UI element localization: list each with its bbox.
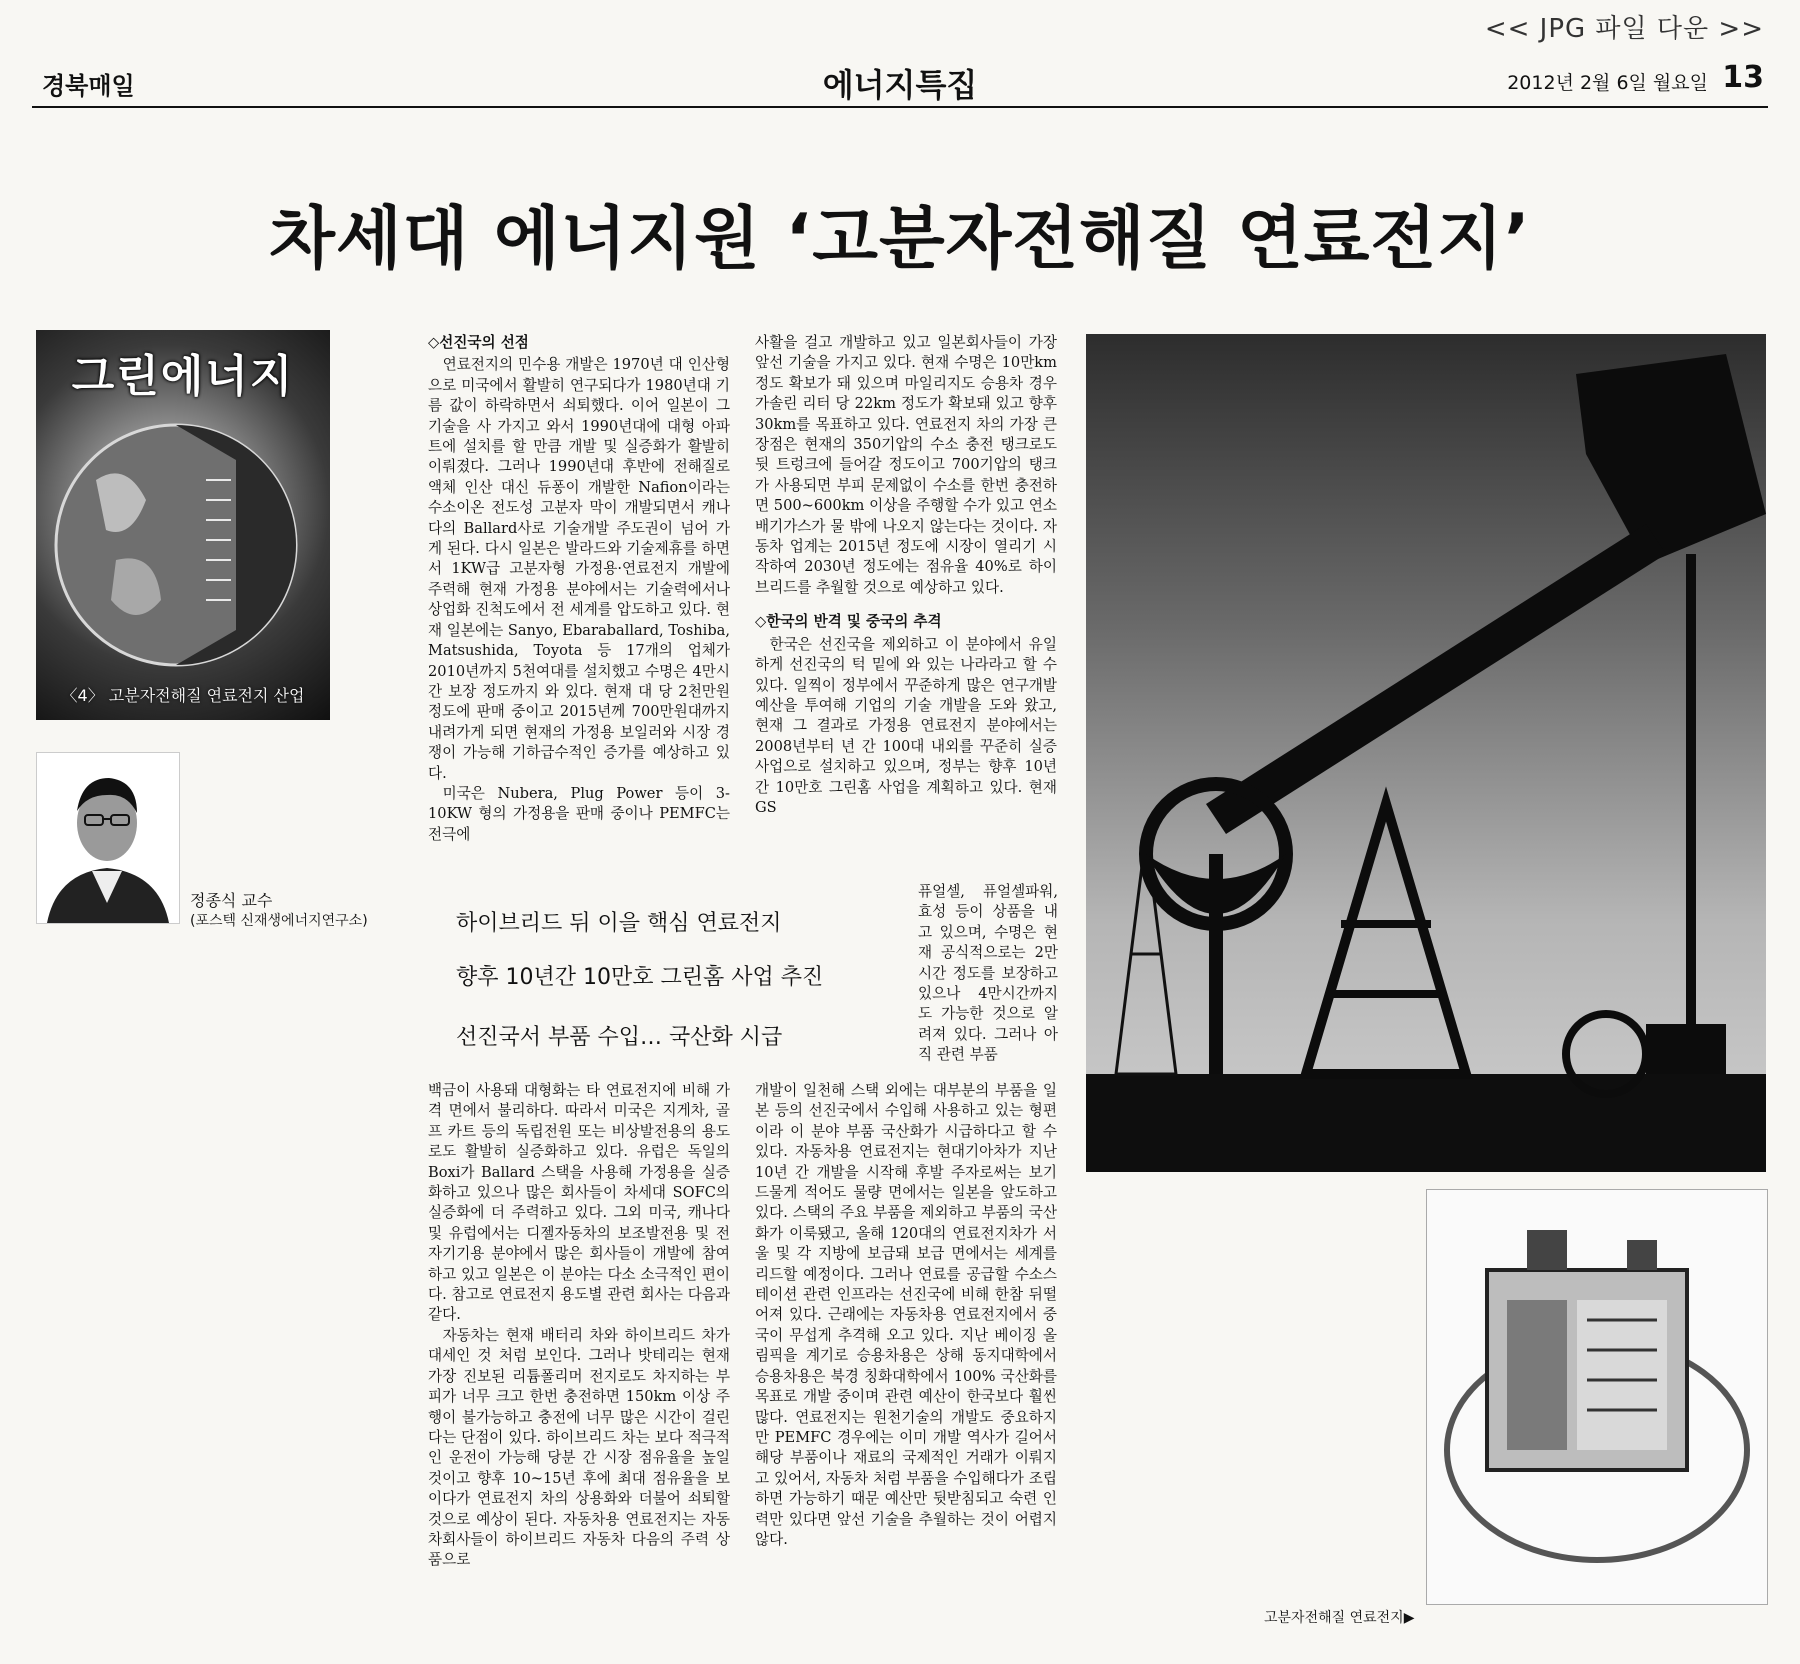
author-portrait	[36, 752, 180, 924]
article-column-2-top	[755, 333, 1057, 818]
article-column-2-bottom	[755, 1081, 1057, 1550]
author-name: 정종식 교수	[190, 891, 273, 910]
paragraph: 개발이 일천해 스택 외에는 대부분의 부품을 일본 등의 선진국에서 수입해 사용하고 있는 형편이라 이 분야 부품 국산화가 시급하다고 할 수 있다. 자동차용 연료전지는 현대기아차가 지난 10년 간 개발을 시작해 후발 주자로써는 보기 드물게 적어도 물량 면에서는 일본을 앞도하고 있다. 스택의 주요 부품을 제외하고 부품의 국산화가 이룩됐고, 올해 120대의 연료전지차가 서울 및 각 지방에 보급돼 보급 면에서는 세계를 리드할 예정이다. 그러나 연료를 공급할 수소스테이션 관련 인프라는 선진국에 비해 한참 뒤떨어져 있다. 근래에는 자동차용 연료전지에서 중국이 무섭게 추격해 오고 있다. 지난 베이징 올림픽을 계기로 승용차용은 상해 동지대학에서 승용차용은 북경 칭화대학에서 100% 국산화를 목표로 개발 중이며 관련 예산이 한국보다 훨씬 많다. 연료전지는 원천기술의 개발도 중요하지만 PEMFC 경우에는 이미 개발 역사가 길어서 해당 부품이나 재료의 국제적인 거래가 이뤄지고 있어서, 자동차 처럼 부품을 수입해다가 조립하면 가능하기 때문 예산만 뒷받침되고 숙련 인력만 있다면 앞선 기술을 추월하는 것이 어렵지 않다.	[755, 1082, 1057, 1548]
paragraph: 사활을 걸고 개발하고 있고 일본회사들이 가장 앞선 기술을 가지고 있다. 현재 수명은 10만km 정도 확보가 돼 있으며 마일리지도 승용차 경우 가솔린 리터 당 22km 정도가 확보돼 있고 향후 30km를 목표하고 있다. 연료전지 차의 가장 큰 장점은 현재의 350기압의 수소 충전 탱크로도 뒷 트렁크에 들어갈 정도이고 700기압의 탱크가 사용되면 부피 문제없이 수소를 한번 충전하면 500~600km 이상을 주행할 수가 있고 연소 배기가스가 물 밖에 나오지 않는다는 것이다. 자동차 업계는 2015년 정도에 시장이 열리기 시작하여 2030년 정도에는 점유율 40%로 하이브리드를 추월할 것으로 예상하고 있다.	[755, 334, 1057, 596]
article-column-1-bottom	[428, 1081, 730, 1571]
jpg-download-link[interactable]: << JPG 파일 다운 >>	[1484, 14, 1764, 44]
paragraph: 자동차는 현재 배터리 차와 하이브리드 차가 대세인 것 처럼 보인다. 그러나 밧테리는 현재 가장 진보된 리튬폴리머 전지로도 차지하는 부피가 너무 크고 한번 충전하면 150km 이상 주행이 불가능하고 충전에 너무 많은 시간이 걸린다는 단점이 있다. 하이브리드 차는 보다 적극적인 운전이 가능해 당분 간 시장 점유율을 높일 것이고 향후 10~15년 후에 최대 점유율을 보이다가 연료전지 차의 상용화와 더불어 쇠퇴할 것으로 예상이 된다. 자동차용 연료전지는 자동차회사들이 하이브리드 자동차 다음의 주력 상품으로	[428, 1326, 730, 1569]
portrait-photo	[37, 753, 179, 923]
section-heading: ◇선진국의 선점	[428, 334, 529, 351]
pump-jack-photo	[1086, 334, 1766, 1172]
fuel-cell-photo	[1426, 1189, 1768, 1605]
fuel-cell-illustration	[1427, 1190, 1767, 1604]
author-affiliation: (포스텍 신재생에너지연구소)	[190, 913, 368, 929]
publication-date: 2012년 2월 6일 월요일	[1507, 72, 1708, 94]
subheadline-1: 하이브리드 뒤 이을 핵심 연료전지	[456, 911, 782, 936]
paragraph: 퓨얼셀, 퓨얼셀파워, 효성 등이 상품을 내고 있으며, 수명은 현재 공식적으로는 2만시간 정도를 보장하고 있으나 4만시간까지도 가능한 것으로 알려져 있다. 그러나 아직 관련 부품	[918, 883, 1058, 1064]
subheadline-3: 선진국서 부품 수입… 국산화 시급	[456, 1025, 783, 1050]
masthead	[32, 60, 1768, 108]
article-headline: 차세대 에너지원 ‘고분자전해질 연료전지’	[269, 200, 1531, 279]
section-heading: ◇한국의 반격 및 중국의 추격	[755, 613, 942, 631]
paragraph: 미국은 Nubera, Plug Power 등이 3-10KW 형의 가정용을 판매 중이나 PEMFC는 전극에	[428, 784, 730, 843]
paragraph: 연료전지의 민수용 개발은 1970년 대 인산형으로 미국에서 활발히 연구되다가 1980년대 기름 값이 하락하면서 쇠퇴했다. 이어 일본이 그 기술을 사 가지고 와서 1990년대에 대형 아파트에 설치를 할 만큼 개발 및 실증화가 활발히 이뤄졌다. 그러나 1990년대 후반에 전해질로 액체 인산 대신 듀퐁이 개발한 Nafion이라는 수소이온 전도성 고분자 막이 개발되면서 캐나다의 Ballard사로 기술개발 주도권이 넘어 가게 된다. 다시 일본은 발라드와 기술제휴를 하면서 1KW급 고분자형 가정용·연료전지 개발에 주력해 현재 가정용 분야에서는 기술력에서나 상업화 진척도에서 전 세계를 압도하고 있다. 현재 일본에는 Sanyo, Ebaraballard, Toshiba, Matsushida, Toyota 등 17개의 업체가 2010년까지 5천여대를 설치했고 수명은 4만시간 보장 정도까지 와 있다. 현재 대 당 2천만원 정도에 판매 중이고 2015년께 700만원대까지 내려가게 되면 현재의 가정용 보일러와 시장 경쟁이 가능해 기하급수적인 증가를 예상하고 있다.	[428, 356, 730, 782]
paragraph: 한국은 선진국을 제외하고 이 분야에서 유일하게 선진국의 턱 밑에 와 있는 나라라고 할 수 있다. 일찍이 정부에서 꾸준하게 많은 연구개발 예산을 투여해 기업의 기술 개발을 도와 왔고, 현재 그 결과로 가정용 연료전지 분야에서는 2008년부터 년 간 100대 내외를 꾸준히 실증 사업으로 설치하고 있으며, 정부는 향후 10년 간 10만호 그린홈 사업을 계획하고 있다. 현재 GS	[755, 635, 1057, 816]
series-title: 그린에너지	[71, 351, 295, 402]
photo-caption: 고분자전해질 연료전지▶	[1264, 1610, 1415, 1626]
article-column-2-narrow	[918, 882, 1058, 1066]
newspaper-name: 경북매일	[42, 72, 135, 100]
section-title: 에너지특집	[822, 66, 978, 104]
series-emblem	[36, 330, 330, 720]
subheadline-2: 향후 10년간 10만호 그린홈 사업 추진	[456, 965, 824, 990]
pump-jack-silhouette	[1086, 334, 1766, 1172]
paragraph: 백금이 사용돼 대형화는 타 연료전지에 비해 가격 면에서 불리하다. 따라서 미국은 지게차, 골프 카트 등의 독립전원 또는 비상발전용의 용도로도 활발히 실증화하고 있다. 유럽은 독일의 Boxi가 Ballard 스택을 사용해 가정용을 실증화하고 있으나 많은 회사들이 차세대 SOFC의 실증화에 더 주력하고 있다. 그외 미국, 캐나다 및 유럽에서는 디젤자동차의 보조발전용 및 전자기기용 분야에서 많은 회사들이 개발에 참여하고 있고 일본은 이 분야는 다소 소극적인 편이다. 참고로 연료전지 용도별 관련 회사는 다음과 같다.	[428, 1082, 730, 1324]
article-column-1-top	[428, 333, 730, 845]
page-number: 13	[1722, 60, 1764, 95]
series-caption: 〈4〉 고분자전해질 연료전지 산업	[61, 686, 305, 705]
